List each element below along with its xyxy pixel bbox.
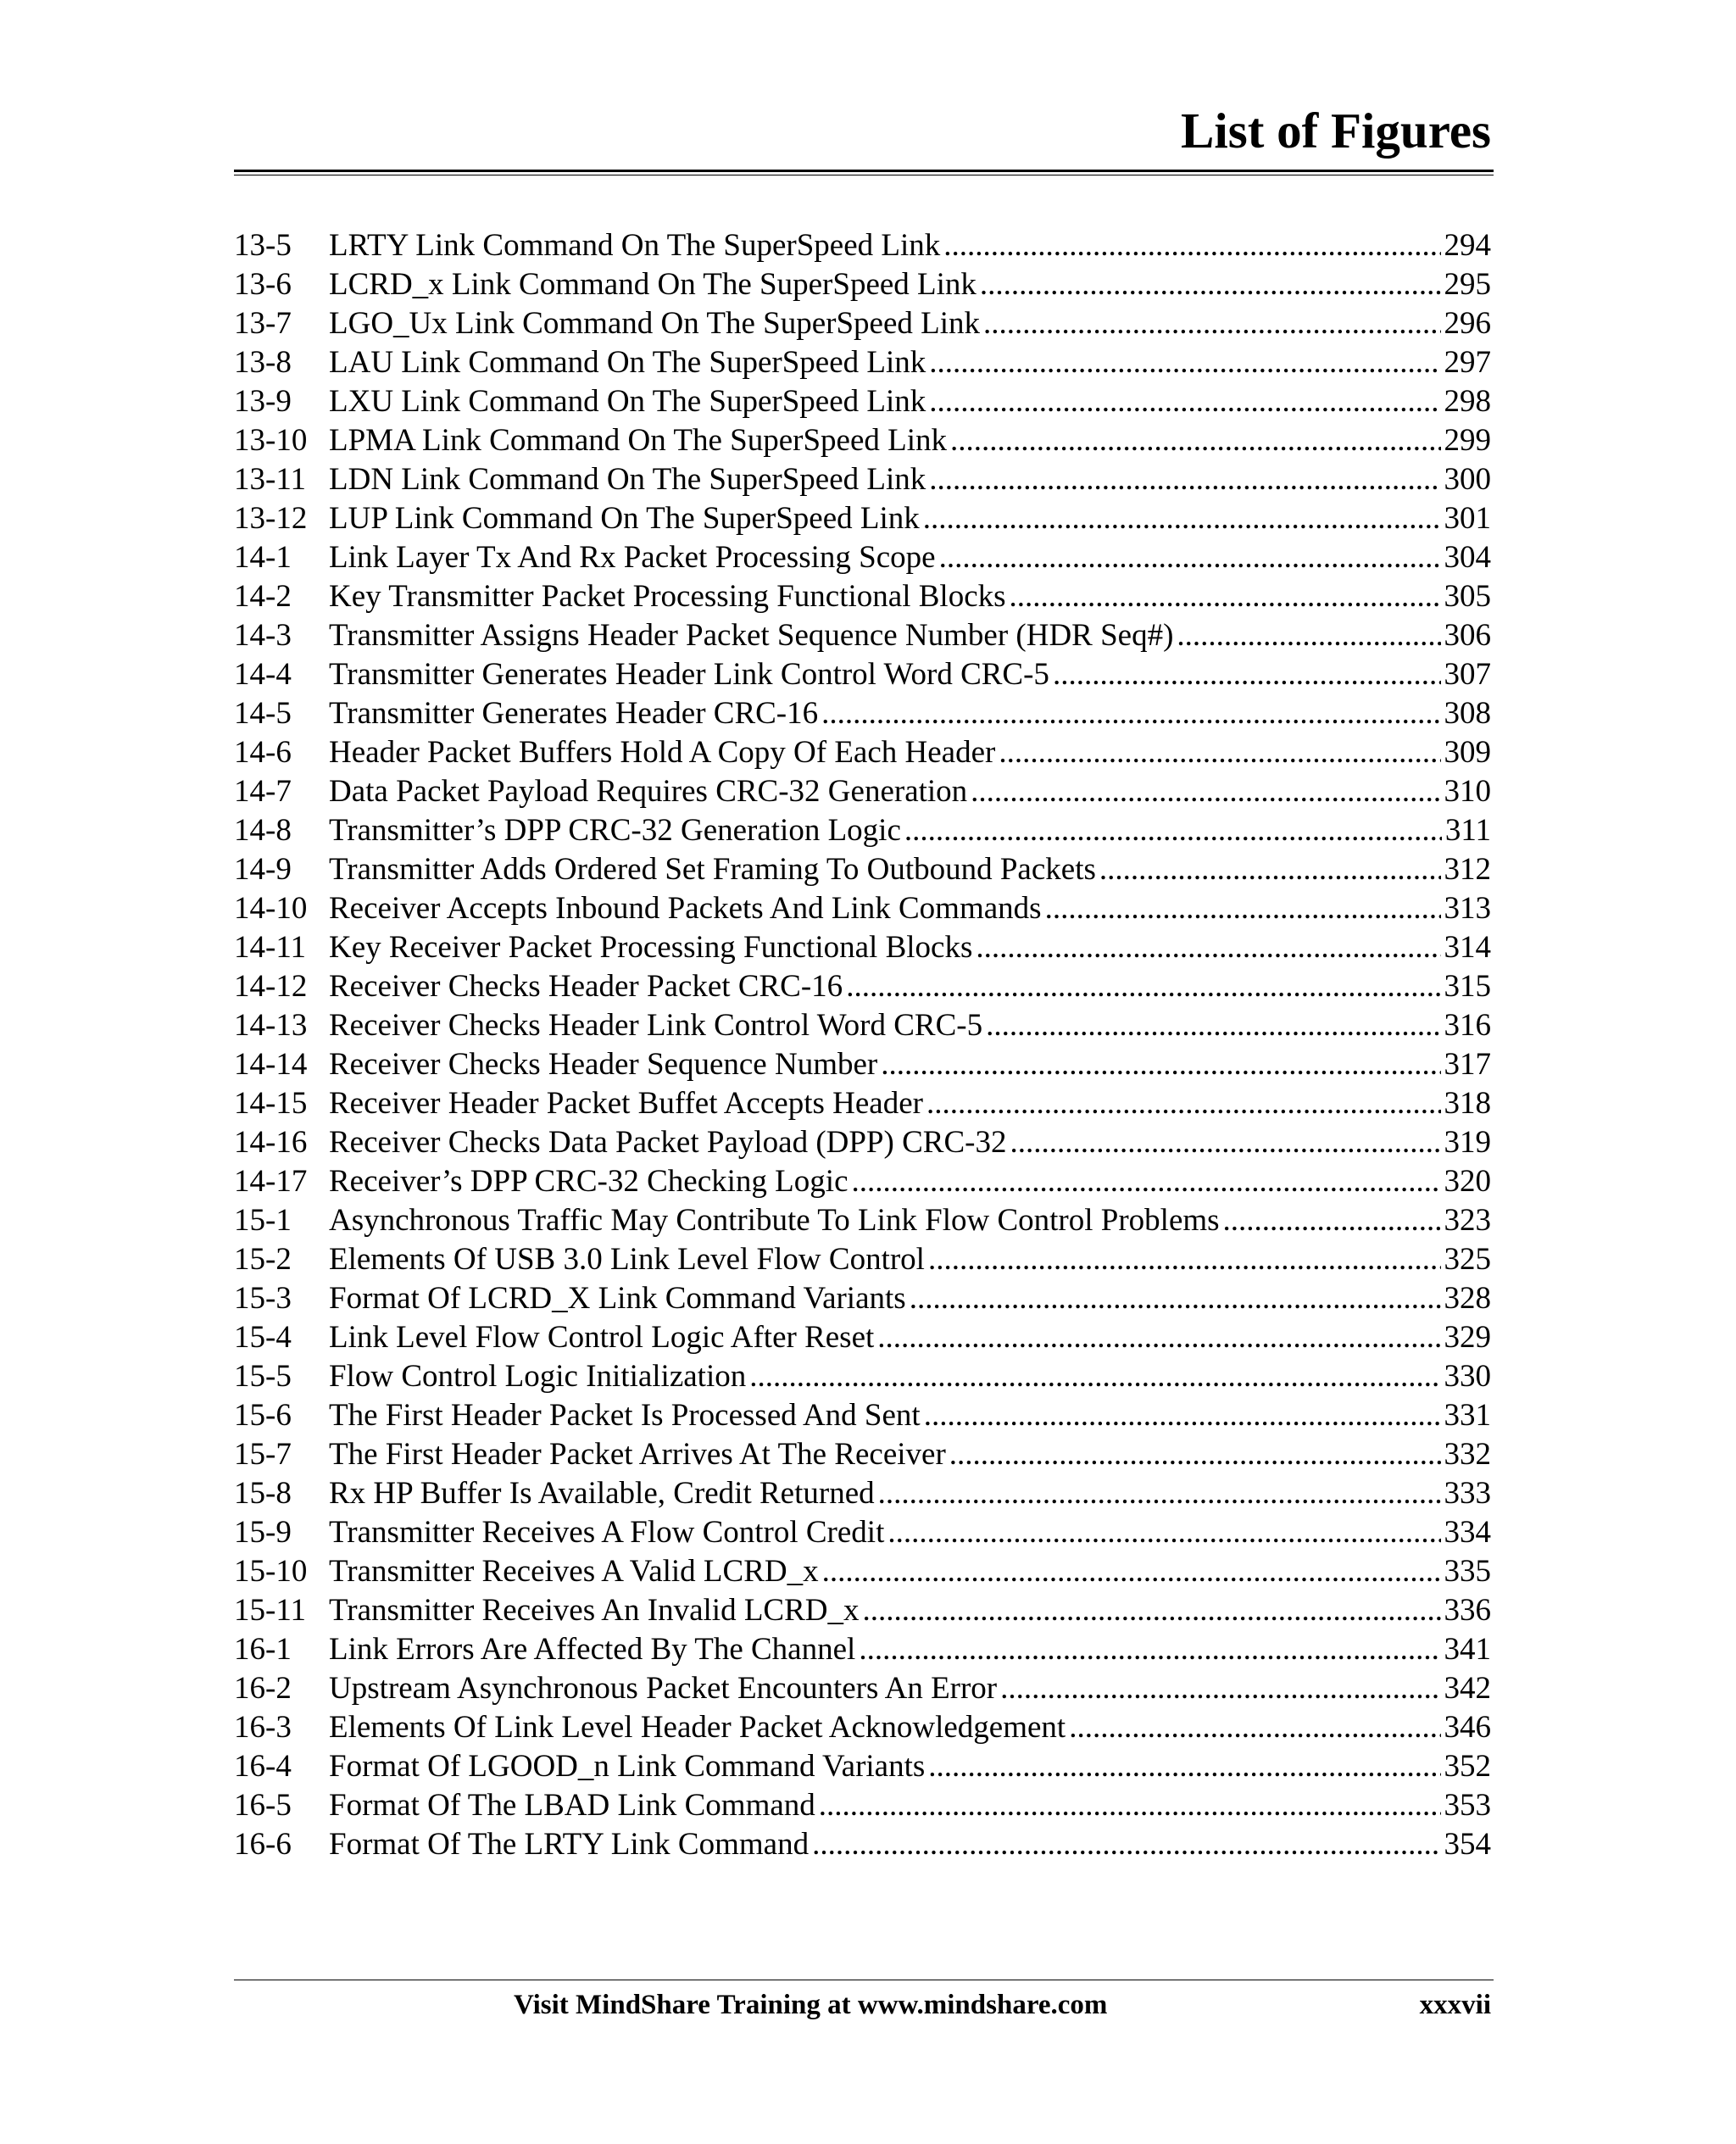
figure-number: 14-14 bbox=[234, 1047, 308, 1082]
figure-number: 15-9 bbox=[234, 1515, 292, 1550]
dot-leader bbox=[878, 1474, 1441, 1513]
figure-entry[interactable] bbox=[234, 1435, 1491, 1474]
figure-title: LCRD_x Link Command On The SuperSpeed Link bbox=[329, 267, 976, 302]
figure-number: 15-3 bbox=[234, 1281, 292, 1316]
figure-title: Receiver Accepts Inbound Packets And Link Commands bbox=[329, 891, 1042, 926]
figure-entry[interactable] bbox=[234, 265, 1491, 304]
figure-title: LUP Link Command On The SuperSpeed Link bbox=[329, 501, 920, 536]
dot-leader bbox=[749, 1357, 1440, 1396]
figure-entry[interactable] bbox=[234, 1279, 1491, 1318]
figure-number: 13-8 bbox=[234, 345, 292, 380]
dot-leader bbox=[859, 1630, 1440, 1669]
figure-number: 13-6 bbox=[234, 267, 292, 302]
title-rule bbox=[234, 170, 1494, 175]
figure-number: 14-17 bbox=[234, 1164, 308, 1199]
figure-number: 16-1 bbox=[234, 1632, 292, 1667]
figure-title: Header Packet Buffers Hold A Copy Of Each Header bbox=[329, 735, 996, 770]
figure-title: Transmitter Receives An Invalid LCRD_x bbox=[329, 1593, 860, 1628]
figure-entry[interactable] bbox=[234, 1123, 1491, 1162]
figure-page-number: 352 bbox=[1444, 1749, 1491, 1784]
figure-page-number: 328 bbox=[1444, 1281, 1491, 1316]
figure-entry[interactable] bbox=[234, 499, 1491, 538]
dot-leader bbox=[819, 1786, 1441, 1825]
figure-number: 14-5 bbox=[234, 696, 292, 731]
figure-page-number: 305 bbox=[1444, 579, 1491, 614]
figure-number: 15-1 bbox=[234, 1203, 292, 1238]
figure-page-number: 297 bbox=[1444, 345, 1491, 380]
figure-entry[interactable] bbox=[234, 1474, 1491, 1513]
figure-entry[interactable] bbox=[234, 1708, 1491, 1747]
dot-leader bbox=[887, 1513, 1440, 1552]
figure-entry[interactable] bbox=[234, 811, 1491, 850]
figure-title: Transmitter Generates Header Link Control Word CRC-5 bbox=[329, 657, 1049, 692]
figure-title: Receiver Header Packet Buffet Accepts Header bbox=[329, 1086, 923, 1121]
figure-entry[interactable] bbox=[234, 226, 1491, 265]
figure-title: Receiver Checks Header Sequence Number bbox=[329, 1047, 878, 1082]
figure-entry[interactable] bbox=[234, 1201, 1491, 1240]
figure-entry[interactable] bbox=[234, 538, 1491, 577]
figure-entry[interactable] bbox=[234, 460, 1491, 499]
figure-number: 13-5 bbox=[234, 228, 292, 263]
dot-leader bbox=[821, 694, 1440, 733]
figure-entry[interactable] bbox=[234, 1318, 1491, 1357]
figure-number: 14-2 bbox=[234, 579, 292, 614]
figure-entry[interactable] bbox=[234, 343, 1491, 382]
dot-leader bbox=[999, 733, 1440, 772]
figure-page-number: 299 bbox=[1444, 423, 1491, 458]
figure-number: 13-12 bbox=[234, 501, 308, 536]
figure-title: Transmitter Generates Header CRC-16 bbox=[329, 696, 819, 731]
figure-title: Receiver Checks Header Packet CRC-16 bbox=[329, 969, 843, 1004]
figure-title: LXU Link Command On The SuperSpeed Link bbox=[329, 384, 926, 419]
dot-leader bbox=[1069, 1708, 1440, 1747]
figure-page-number: 330 bbox=[1444, 1359, 1491, 1394]
figure-entry[interactable] bbox=[234, 772, 1491, 811]
figure-page-number: 307 bbox=[1444, 657, 1491, 692]
dot-leader bbox=[846, 967, 1440, 1006]
figure-page-number: 311 bbox=[1444, 813, 1491, 848]
figure-title: Data Packet Payload Requires CRC-32 Generation bbox=[329, 774, 968, 809]
figure-page-number: 313 bbox=[1444, 891, 1491, 926]
figure-page-number: 335 bbox=[1444, 1554, 1491, 1589]
figure-title: Receiver Checks Header Link Control Word CRC-5 bbox=[329, 1008, 983, 1043]
figure-number: 14-12 bbox=[234, 969, 308, 1004]
figure-title: Receiver Checks Data Packet Payload (DPP) CRC-32 bbox=[329, 1125, 1007, 1160]
dot-leader bbox=[949, 1435, 1441, 1474]
figure-page-number: 312 bbox=[1444, 852, 1491, 887]
dot-leader bbox=[1045, 889, 1441, 928]
figure-number: 14-1 bbox=[234, 540, 292, 575]
figure-title: Link Level Flow Control Logic After Reset bbox=[329, 1320, 875, 1355]
figure-page-number: 320 bbox=[1444, 1164, 1491, 1199]
figure-page-number: 310 bbox=[1444, 774, 1491, 809]
figure-page-number: 353 bbox=[1444, 1788, 1491, 1823]
figure-number: 14-7 bbox=[234, 774, 292, 809]
figure-page-number: 329 bbox=[1444, 1320, 1491, 1355]
dot-leader bbox=[939, 538, 1441, 577]
figure-number: 15-4 bbox=[234, 1320, 292, 1355]
figure-entry[interactable] bbox=[234, 577, 1491, 616]
figure-page-number: 332 bbox=[1444, 1437, 1491, 1472]
figure-number: 14-9 bbox=[234, 852, 292, 887]
figure-title: Rx HP Buffer Is Available, Credit Returned bbox=[329, 1476, 875, 1511]
figure-number: 15-10 bbox=[234, 1554, 308, 1589]
dot-leader bbox=[1010, 1123, 1440, 1162]
figure-entry[interactable] bbox=[234, 1591, 1491, 1630]
dot-leader bbox=[881, 1045, 1440, 1084]
figure-entry[interactable] bbox=[234, 616, 1491, 655]
dot-leader bbox=[1177, 616, 1440, 655]
figure-page-number: 306 bbox=[1444, 618, 1491, 653]
figure-title: Transmitter Receives A Valid LCRD_x bbox=[329, 1554, 819, 1589]
figure-title: Link Layer Tx And Rx Packet Processing Scope bbox=[329, 540, 936, 575]
figure-title: Transmitter Adds Ordered Set Framing To Outbound Packets bbox=[329, 852, 1096, 887]
figure-entry[interactable] bbox=[234, 1747, 1491, 1786]
figure-number: 13-11 bbox=[234, 462, 306, 497]
page-title: List of Figures bbox=[1180, 103, 1491, 159]
figure-number: 16-3 bbox=[234, 1710, 292, 1745]
figure-title: The First Header Packet Is Processed And Sent bbox=[329, 1398, 921, 1433]
figure-number: 14-16 bbox=[234, 1125, 308, 1160]
figure-page-number: 309 bbox=[1444, 735, 1491, 770]
figure-entry[interactable] bbox=[234, 304, 1491, 343]
figure-page-number: 318 bbox=[1444, 1086, 1491, 1121]
dot-leader bbox=[926, 1084, 1441, 1123]
figure-page-number: 354 bbox=[1444, 1827, 1491, 1862]
figure-number: 14-6 bbox=[234, 735, 292, 770]
figure-number: 16-2 bbox=[234, 1671, 292, 1706]
figure-number: 15-11 bbox=[234, 1593, 306, 1628]
dot-leader bbox=[971, 772, 1440, 811]
figure-title: LDN Link Command On The SuperSpeed Link bbox=[329, 462, 926, 497]
figure-page-number: 319 bbox=[1444, 1125, 1491, 1160]
figure-number: 14-4 bbox=[234, 657, 292, 692]
dot-leader bbox=[904, 811, 1442, 850]
figure-number: 13-10 bbox=[234, 423, 308, 458]
dot-leader bbox=[1010, 577, 1441, 616]
figure-number: 16-4 bbox=[234, 1749, 292, 1784]
figure-entry[interactable] bbox=[234, 1162, 1491, 1201]
dot-leader bbox=[943, 226, 1440, 265]
figure-entry[interactable] bbox=[234, 1786, 1491, 1825]
dot-leader bbox=[983, 304, 1440, 343]
figure-title: The First Header Packet Arrives At The Receiver bbox=[329, 1437, 946, 1472]
figure-entry[interactable] bbox=[234, 1630, 1491, 1669]
figure-title: Transmitter Assigns Header Packet Sequence Number (HDR Seq#) bbox=[329, 618, 1174, 653]
figure-entry[interactable] bbox=[234, 850, 1491, 889]
figure-number: 15-8 bbox=[234, 1476, 292, 1511]
figure-entry[interactable] bbox=[234, 1825, 1491, 1864]
dot-leader bbox=[929, 460, 1440, 499]
figure-number: 14-15 bbox=[234, 1086, 308, 1121]
dot-leader bbox=[923, 499, 1441, 538]
figure-entry[interactable] bbox=[234, 1006, 1491, 1045]
dot-leader bbox=[910, 1279, 1441, 1318]
figure-entry[interactable] bbox=[234, 1669, 1491, 1708]
dot-leader bbox=[877, 1318, 1440, 1357]
figure-page-number: 341 bbox=[1444, 1632, 1491, 1667]
figure-entry[interactable] bbox=[234, 967, 1491, 1006]
figure-title: Asynchronous Traffic May Contribute To Link Flow Control Problems bbox=[329, 1203, 1220, 1238]
figure-number: 16-5 bbox=[234, 1788, 292, 1823]
figure-title: Link Errors Are Affected By The Channel bbox=[329, 1632, 856, 1667]
dot-leader bbox=[1053, 655, 1441, 694]
figure-number: 14-11 bbox=[234, 930, 306, 965]
figure-title: Upstream Asynchronous Packet Encounters An Error bbox=[329, 1671, 998, 1706]
dot-leader bbox=[980, 265, 1441, 304]
dot-leader bbox=[852, 1162, 1441, 1201]
dot-leader bbox=[1223, 1201, 1441, 1240]
figure-number: 14-10 bbox=[234, 891, 308, 926]
dot-leader bbox=[822, 1552, 1441, 1591]
figure-number: 15-6 bbox=[234, 1398, 292, 1433]
dot-leader bbox=[928, 1240, 1441, 1279]
figure-title: LRTY Link Command On The SuperSpeed Link bbox=[329, 228, 941, 263]
figure-title: Format Of LGOOD_n Link Command Variants bbox=[329, 1749, 926, 1784]
figure-page-number: 316 bbox=[1444, 1008, 1491, 1043]
figure-number: 15-5 bbox=[234, 1359, 292, 1394]
dot-leader bbox=[924, 1396, 1441, 1435]
figure-page-number: 315 bbox=[1444, 969, 1491, 1004]
figure-page-number: 323 bbox=[1444, 1203, 1491, 1238]
figure-title: Receiver’s DPP CRC-32 Checking Logic bbox=[329, 1164, 849, 1199]
figure-page-number: 295 bbox=[1444, 267, 1491, 302]
figure-page-number: 333 bbox=[1444, 1476, 1491, 1511]
figure-number: 15-7 bbox=[234, 1437, 292, 1472]
figure-entry[interactable] bbox=[234, 1240, 1491, 1279]
figure-entry[interactable] bbox=[234, 889, 1491, 928]
figure-entry[interactable] bbox=[234, 1357, 1491, 1396]
dot-leader bbox=[1000, 1669, 1440, 1708]
dot-leader bbox=[950, 421, 1441, 460]
figure-number: 15-2 bbox=[234, 1242, 292, 1277]
figure-title: Flow Control Logic Initialization bbox=[329, 1359, 747, 1394]
figure-page-number: 294 bbox=[1444, 228, 1491, 263]
figure-number: 14-13 bbox=[234, 1008, 308, 1043]
figure-title: Format Of The LBAD Link Command bbox=[329, 1788, 815, 1823]
figure-entry[interactable] bbox=[234, 694, 1491, 733]
footer-text: Visit MindShare Training at www.mindshare.com bbox=[514, 1990, 1108, 2020]
figure-entry[interactable] bbox=[234, 1513, 1491, 1552]
figure-entry[interactable] bbox=[234, 1552, 1491, 1591]
figure-entry[interactable] bbox=[234, 655, 1491, 694]
figure-page-number: 301 bbox=[1444, 501, 1491, 536]
dot-leader bbox=[1099, 850, 1441, 889]
figure-entry[interactable] bbox=[234, 421, 1491, 460]
figure-title: Key Receiver Packet Processing Functional Blocks bbox=[329, 930, 973, 965]
figure-entry[interactable] bbox=[234, 1396, 1491, 1435]
dot-leader bbox=[929, 382, 1440, 421]
figure-number: 13-9 bbox=[234, 384, 292, 419]
figure-page-number: 296 bbox=[1444, 306, 1491, 341]
figure-page-number: 304 bbox=[1444, 540, 1491, 575]
figure-entry[interactable] bbox=[234, 733, 1491, 772]
figure-page-number: 325 bbox=[1444, 1242, 1491, 1277]
figure-title: Elements Of Link Level Header Packet Acknowledgement bbox=[329, 1710, 1066, 1745]
dot-leader bbox=[986, 1006, 1440, 1045]
page-footer bbox=[234, 1984, 1491, 2026]
figure-entry[interactable] bbox=[234, 1045, 1491, 1084]
dot-leader bbox=[929, 343, 1440, 382]
figure-title: Elements Of USB 3.0 Link Level Flow Control bbox=[329, 1242, 925, 1277]
figure-number: 14-3 bbox=[234, 618, 292, 653]
figure-title: Format Of LCRD_X Link Command Variants bbox=[329, 1281, 906, 1316]
figure-title: LGO_Ux Link Command On The SuperSpeed Link bbox=[329, 306, 981, 341]
figure-title: LPMA Link Command On The SuperSpeed Link bbox=[329, 423, 947, 458]
figure-title: Transmitter’s DPP CRC-32 Generation Logic bbox=[329, 813, 901, 848]
dot-leader bbox=[928, 1747, 1440, 1786]
figure-page-number: 317 bbox=[1444, 1047, 1491, 1082]
figure-page-number: 314 bbox=[1444, 930, 1491, 965]
figure-page-number: 346 bbox=[1444, 1710, 1491, 1745]
figure-entry[interactable] bbox=[234, 1084, 1491, 1123]
figure-page-number: 342 bbox=[1444, 1671, 1491, 1706]
figure-page-number: 334 bbox=[1444, 1515, 1491, 1550]
figure-title: Key Transmitter Packet Processing Functional Blocks bbox=[329, 579, 1006, 614]
footer-page-number: xxxvii bbox=[1419, 1990, 1491, 2020]
figure-title: Format Of The LRTY Link Command bbox=[329, 1827, 810, 1862]
figure-title: Transmitter Receives A Flow Control Credit bbox=[329, 1515, 885, 1550]
figure-page-number: 336 bbox=[1444, 1593, 1491, 1628]
figure-number: 14-8 bbox=[234, 813, 292, 848]
figure-number: 13-7 bbox=[234, 306, 292, 341]
figure-entry[interactable] bbox=[234, 928, 1491, 967]
dot-leader bbox=[812, 1825, 1440, 1864]
figure-number: 16-6 bbox=[234, 1827, 292, 1862]
dot-leader bbox=[863, 1591, 1441, 1630]
figure-list bbox=[234, 226, 1491, 1864]
figure-page-number: 331 bbox=[1444, 1398, 1491, 1433]
dot-leader bbox=[976, 928, 1440, 967]
figure-page-number: 300 bbox=[1444, 462, 1491, 497]
figure-page-number: 308 bbox=[1444, 696, 1491, 731]
figure-title: LAU Link Command On The SuperSpeed Link bbox=[329, 345, 926, 380]
figure-entry[interactable] bbox=[234, 382, 1491, 421]
figure-page-number: 298 bbox=[1444, 384, 1491, 419]
